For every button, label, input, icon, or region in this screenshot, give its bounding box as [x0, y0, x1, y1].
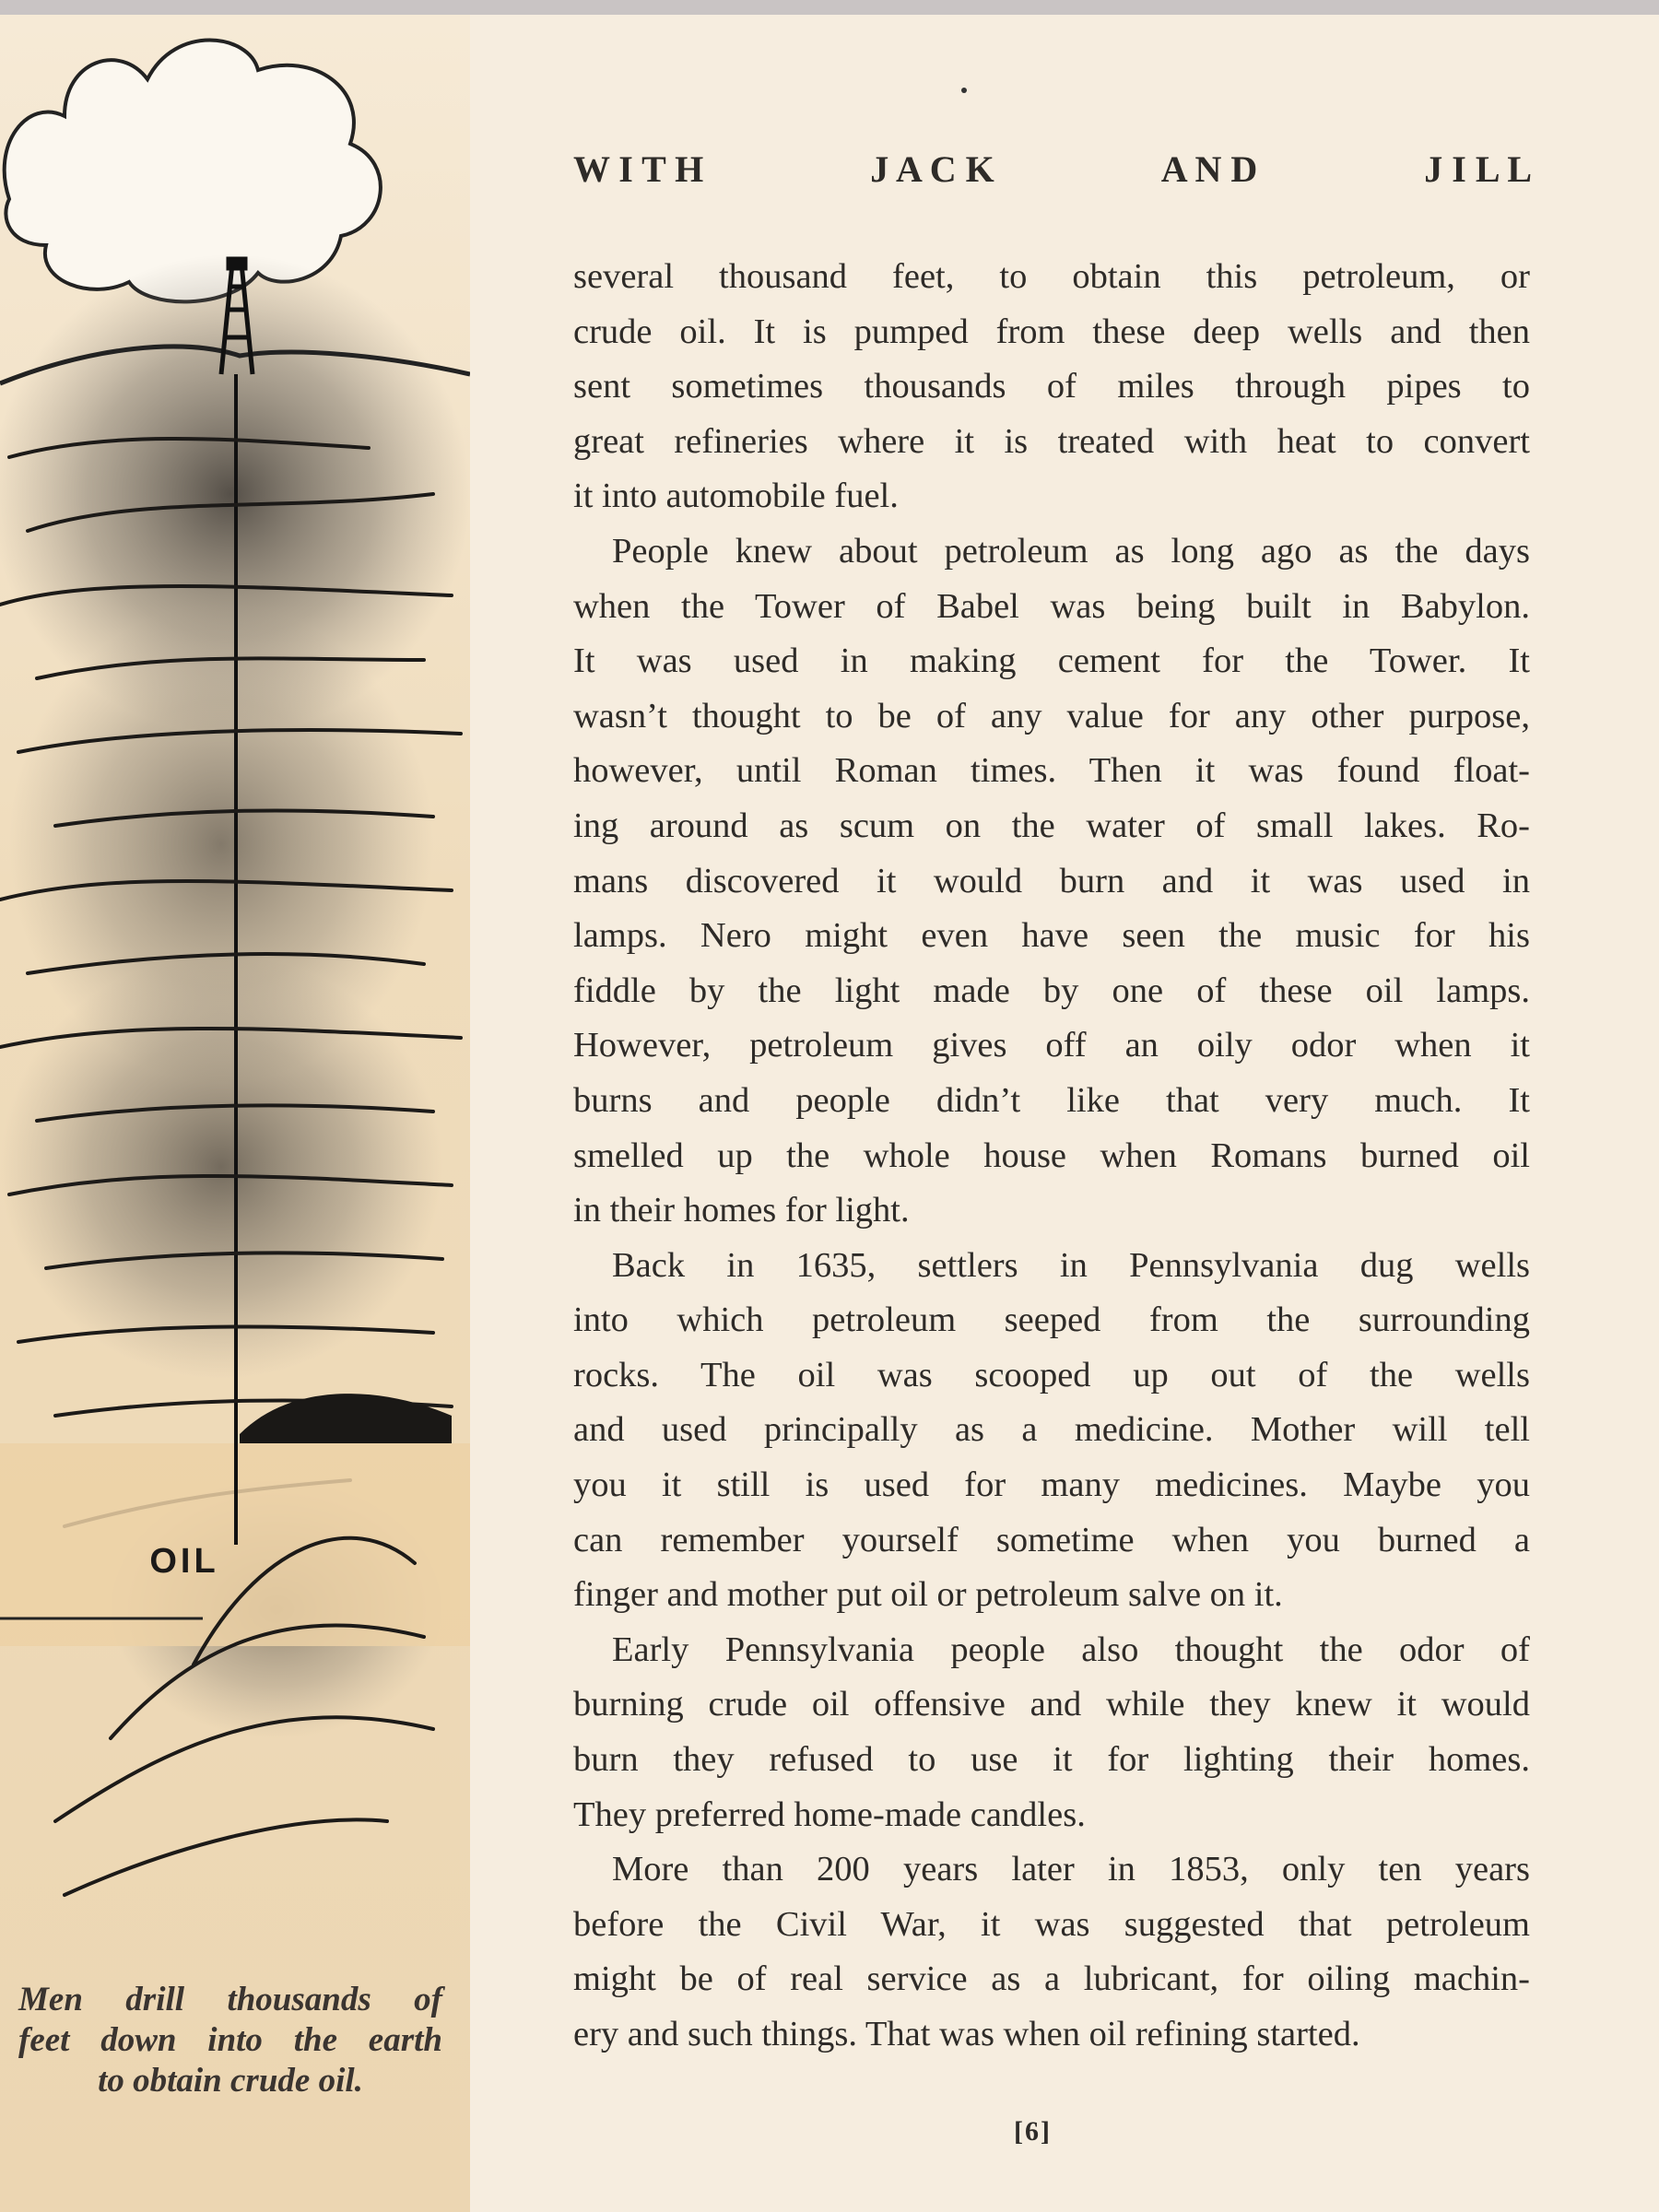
- text-line: burn they refused to use it for lighting their homes.: [573, 1740, 1530, 1780]
- oil-label: OIL: [149, 1542, 219, 1581]
- text-line: can remember yourself sometime when you burned a: [573, 1520, 1530, 1559]
- text-line: fiddle by the light made by one of these oil lamps.: [573, 971, 1530, 1010]
- text-line: when the Tower of Babel was being built in Babylon.: [573, 586, 1530, 626]
- text-line: Back in 1635, settlers in Pennsylvania dug wells: [612, 1245, 1530, 1285]
- text-line: It was used in making cement for the Tower. It: [573, 641, 1530, 681]
- scan-top-edge: [0, 0, 1659, 15]
- text-line: burning crude oil offensive and while they knew it would: [573, 1685, 1530, 1724]
- text-line: however, until Roman times. Then it was found float-: [573, 751, 1530, 791]
- text-line: smelled up the whole house when Romans burned oil: [573, 1135, 1530, 1175]
- page-number: [6]: [1014, 2116, 1052, 2147]
- text-line: burns and people didn’t like that very much. It: [573, 1080, 1530, 1120]
- caption-line: to obtain crude oil.: [98, 2062, 363, 2100]
- caption-line: Men drill thousands of: [18, 1981, 442, 2018]
- header-word: A N D: [1160, 148, 1258, 190]
- text-line: it into automobile fuel.: [573, 477, 899, 516]
- text-line: and used principally as a medicine. Mother will tell: [573, 1410, 1530, 1450]
- text-line: mans discovered it would burn and it was used in: [573, 861, 1530, 900]
- text-line: before the Civil War, it was suggested that petroleum: [573, 1904, 1530, 1944]
- text-line: wasn’t thought to be of any value for any other purpose,: [573, 696, 1530, 735]
- text-line: sent sometimes thousands of miles through pipes to: [573, 367, 1530, 406]
- illustration-caption: [18, 1980, 442, 2101]
- oil-well-illustration: [0, 15, 470, 1932]
- text-line: might be of real service as a lubricant, for oiling machin-: [573, 1959, 1530, 1999]
- text-line: They preferred home-made candles.: [573, 1794, 1086, 1834]
- text-line: finger and mother put oil or petroleum salve on it.: [573, 1575, 1283, 1615]
- text-line: in their homes for light.: [573, 1191, 910, 1230]
- text-line: you it still is used for many medicines. Maybe you: [573, 1465, 1530, 1505]
- running-header: [573, 147, 1532, 191]
- text-line: Early Pennsylvania people also thought the odor of: [612, 1630, 1530, 1669]
- text-line: More than 200 years later in 1853, only ten years: [612, 1850, 1530, 1889]
- text-line: several thousand feet, to obtain this petroleum, or: [573, 257, 1530, 296]
- print-speck: [961, 88, 967, 93]
- caption-line: feet down into the earth: [18, 2021, 442, 2059]
- text-line: into which petroleum seeped from the surrounding: [573, 1300, 1530, 1340]
- text-line: rocks. The oil was scooped up out of the wells: [573, 1355, 1530, 1394]
- text-line: lamps. Nero might even have seen the music for his: [573, 916, 1530, 956]
- text-line: crude oil. It is pumped from these deep wells and then: [573, 312, 1530, 351]
- header-word: W I T H: [573, 148, 704, 190]
- text-line: great refineries where it is treated with heat to convert: [573, 421, 1530, 461]
- header-word: J A C K: [870, 148, 994, 190]
- text-line: ing around as scum on the water of small lakes. Ro-: [573, 806, 1530, 845]
- body-text: [573, 250, 1530, 2063]
- header-word: J I L L: [1424, 148, 1532, 190]
- text-line: ery and such things. That was when oil refining started.: [573, 2015, 1360, 2053]
- text-line: People knew about petroleum as long ago as the days: [612, 531, 1530, 571]
- text-line: However, petroleum gives off an oily odor when it: [573, 1026, 1530, 1065]
